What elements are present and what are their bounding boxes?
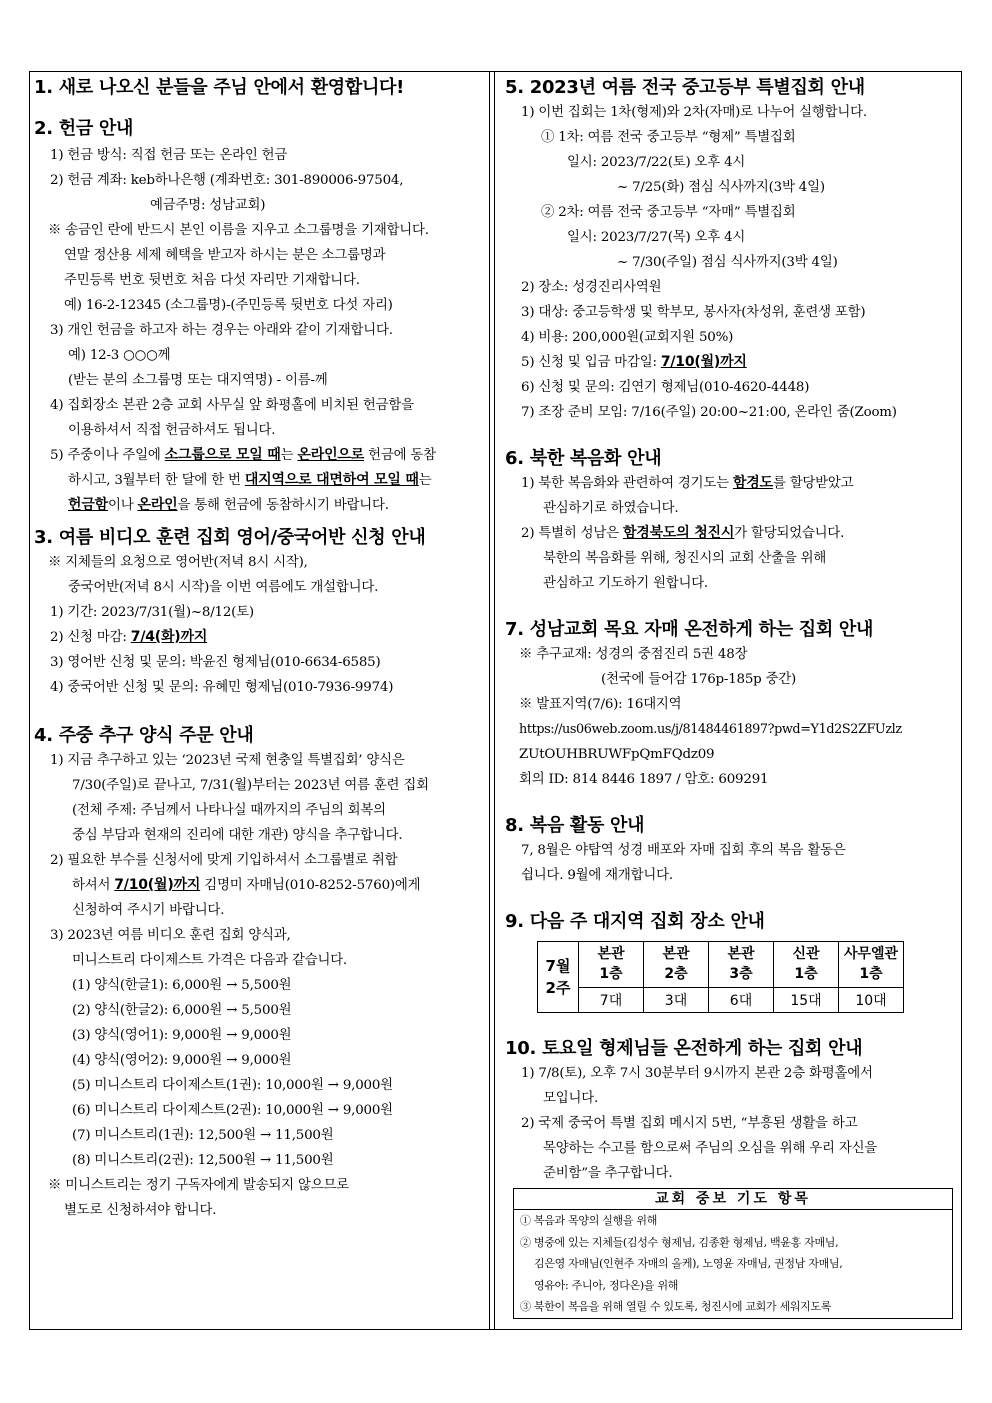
saturday-line: 목양하는 수고를 함으로써 주님의 오심을 위해 우리 자신을	[543, 1141, 878, 1156]
section-5-body	[505, 100, 955, 425]
zoom-link[interactable]: https://us06web.zoom.us/j/81484461897?pwd=Y1d2S2ZFUzlz	[519, 722, 902, 737]
material-order-line: 3) 2023년 여름 비디오 훈련 집회 양식과,	[50, 928, 291, 943]
material-order-line: 중심 부담과 현재의 진리에 대한 개관) 양식을 추구합니다.	[72, 828, 403, 843]
underlined-text: 헌금함	[68, 497, 108, 513]
training-period: 1) 기간: 2023/7/31(월)~8/12(토)	[50, 605, 254, 620]
offering-example: 예) 16-2-12345 (소그룹명)-(주민등록 뒷번호 다섯 자리)	[64, 298, 393, 313]
underlined-text: 온라인	[137, 497, 178, 513]
offering-account: 2) 헌금 계좌: keb하나은행 (계좌번호: 301-890006-97504,	[50, 173, 404, 188]
offering-account-holder: 예금주명: 성남교회)	[150, 198, 266, 213]
section-10-body	[505, 1061, 955, 1186]
camp-line: 일시: 2023/7/22(토) 오후 4시	[567, 155, 746, 170]
thursday-line: (천국에 들어감 176p-185p 중간)	[601, 672, 797, 687]
deadline-date: 7/10(월)까지	[660, 354, 747, 370]
saturday-line: 준비함”을 추구합니다.	[543, 1166, 673, 1181]
camp-line: ① 1차: 여름 전국 중고등부 “형제” 특별집회	[541, 130, 796, 145]
thursday-line: ※ 추구교재: 성경의 중점진리 5권 48장	[519, 647, 748, 662]
prayer-item: 영유아: 주니아, 정다온)을 위해	[534, 1278, 679, 1292]
prayer-item: 김은영 자매님(인현주 자매의 올케), 노영윤 자매님, 권정남 자매님,	[534, 1257, 843, 1270]
section-6-body	[505, 471, 955, 596]
camp-line: ~ 7/30(주일) 점심 식사까지(3박 4일)	[617, 255, 838, 270]
section-2-title: 2. 헌금 안내	[34, 118, 134, 139]
offering-box-line: 이용하셔서 직접 헌금하셔도 됩니다.	[68, 423, 276, 438]
price-item: (2) 양식(한글2): 6,000원 → 5,500원	[72, 1003, 292, 1018]
left-column	[34, 76, 480, 1223]
camp-line: 2) 장소: 성경진리사역원	[521, 280, 662, 295]
offering-note: ※ 송금인 란에 반드시 본인 이름을 지우고 소그룹명을 기재합니다.	[48, 223, 429, 238]
registration-deadline: 2) 신청 마감: 7/4(화)까지	[50, 629, 208, 645]
ministry-note-line: 별도로 신청하셔야 합니다.	[64, 1203, 217, 1218]
camp-line: ~ 7/25(화) 점심 식사까지(3박 4일)	[617, 180, 825, 195]
camp-prep-meeting: 7) 조장 준비 모임: 7/16(주일) 20:00~21:00, 온라인 줌(Zoom)	[521, 405, 897, 420]
material-order-line: 신청하여 주시기 바랍니다.	[72, 903, 225, 918]
underlined-text: 함경북도의 청진시	[622, 525, 735, 541]
underlined-text: 온라인으로	[297, 447, 365, 463]
camp-line: ② 2차: 여름 전국 중고등부 “자매” 특별집회	[541, 205, 796, 220]
saturday-line: 1) 7/8(토), 오후 7시 30분부터 9시까지 본관 2층 화평홀에서	[521, 1066, 873, 1081]
deadline-date: 7/10(월)까지	[114, 877, 201, 893]
venue-place: 신관 1층	[774, 942, 839, 988]
venue-week: 7월 2주	[538, 942, 579, 1013]
section-4-title: 4. 주중 추구 양식 주문 안내	[34, 725, 254, 746]
personal-offering: 3) 개인 헌금을 하고자 하는 경우는 아래와 같이 기재합니다.	[50, 323, 393, 338]
english-class-contact: 3) 영어반 신청 및 문의: 박윤진 형제님(010-6634-6585)	[50, 655, 381, 670]
camp-line: 4) 비용: 200,000원(교회지원 50%)	[521, 330, 734, 345]
camp-line: 1) 이번 집회는 1차(형제)와 2차(자매)로 나누어 실행합니다.	[521, 105, 867, 120]
venue-region: 6대	[709, 987, 774, 1012]
offering-item-5-line: 헌금함이나 온라인을 통해 헌금에 동참하시기 바랍니다.	[68, 497, 389, 513]
nk-line: 1) 북한 복음화와 관련하여 경기도는 함경도를 할당받았고	[521, 475, 854, 491]
offering-note-line: 주민등록 번호 뒷번호 처음 다섯 자리만 기재합니다.	[64, 273, 360, 288]
prayer-box	[513, 1188, 953, 1319]
offering-method: 1) 헌금 방식: 직접 헌금 또는 온라인 헌금	[50, 148, 288, 163]
venue-region: 3대	[644, 987, 709, 1012]
price-item: (4) 양식(영어2): 9,000원 → 9,000원	[72, 1053, 292, 1068]
section-10-title: 10. 토요일 형제님들 온전하게 하는 집회 안내	[505, 1038, 863, 1059]
underlined-text: 대지역으로 대면하여 모일 때	[244, 472, 419, 488]
offering-item-5-line: 하시고, 3월부터 한 달에 한 번 대지역으로 대면하여 모일 때는	[68, 472, 432, 488]
gospel-line: 7, 8월은 야탑역 성경 배포와 자매 집회 후의 복음 활동은	[521, 843, 846, 858]
section-7-title: 7. 성남교회 목요 자매 온전하게 하는 집회 안내	[505, 619, 874, 640]
price-item: (6) 미니스트리 다이제스트(2권): 10,000원 → 9,000원	[72, 1103, 393, 1118]
gospel-line: 쉽니다. 9월에 재개합니다.	[521, 868, 673, 883]
underlined-text: 소그룹으로 모일 때	[164, 447, 281, 463]
chinese-class-contact: 4) 중국어반 신청 및 문의: 유혜민 형제님(010-7936-9974)	[50, 680, 394, 695]
nk-line: 북한의 복음화를 위해, 청진시의 교회 산출을 위해	[543, 551, 827, 566]
personal-offering-format: (받는 분의 소그룹명 또는 대지역명) - 이름-께	[68, 373, 328, 388]
venue-place: 본관 1층	[579, 942, 644, 988]
zoom-link[interactable]: ZUtOUHBRUWFpQmFQdz09	[519, 747, 715, 762]
camp-line: 일시: 2023/7/27(목) 오후 4시	[567, 230, 746, 245]
offering-item-5: 5) 주중이나 주일에 소그룹으로 모일 때는 온라인으로 헌금에 동참	[50, 447, 436, 463]
class-note-line: 중국어반(저녁 8시 시작)을 이번 여름에도 개설합니다.	[68, 580, 379, 595]
section-1-title: 1. 새로 나오신 분들을 주님 안에서 환영합니다!	[34, 77, 405, 98]
zoom-meeting-id: 회의 ID: 814 8446 1897 / 암호: 609291	[519, 772, 769, 787]
price-item: (7) 미니스트리(1권): 12,500원 → 11,500원	[72, 1128, 334, 1143]
material-order-line: 7/30(주일)로 끝나고, 7/31(월)부터는 2023년 여름 훈련 집회	[72, 778, 429, 793]
venue-table	[537, 941, 904, 1013]
section-9-title: 9. 다음 주 대지역 집회 장소 안내	[505, 911, 765, 932]
venue-place: 본관 2층	[644, 942, 709, 988]
camp-deadline: 5) 신청 및 입금 마감일: 7/10(월)까지	[521, 354, 747, 370]
section-6-title: 6. 북한 복음화 안내	[505, 448, 662, 469]
price-item: (1) 양식(한글1): 6,000원 → 5,500원	[72, 978, 292, 993]
column-divider	[489, 71, 495, 1330]
saturday-line: 모입니다.	[543, 1091, 598, 1106]
section-3-body	[34, 550, 480, 700]
section-8-body	[505, 838, 955, 888]
section-7-body	[505, 642, 955, 792]
prayer-item: ② 병중에 있는 지체들(김성수 형제님, 김종환 형제님, 백윤홍 자매님,	[520, 1235, 839, 1249]
section-3-title: 3. 여름 비디오 훈련 집회 영어/중국어반 신청 안내	[34, 527, 426, 548]
price-item: (8) 미니스트리(2권): 12,500원 → 11,500원	[72, 1153, 334, 1168]
right-column	[505, 76, 955, 1319]
venue-place: 사무엘관 1층	[839, 942, 904, 988]
section-8-title: 8. 복음 활동 안내	[505, 815, 645, 836]
nk-line: 관심하고 기도하기 원합니다.	[543, 576, 708, 591]
venue-region: 10대	[839, 987, 904, 1012]
material-order-line: (전체 주제: 주님께서 나타나실 때까지의 주님의 회복의	[72, 803, 386, 818]
venue-region: 7대	[579, 987, 644, 1012]
prayer-item: ③ 북한이 복음을 위해 열릴 수 있도록, 청진시에 교회가 세워지도록	[520, 1300, 832, 1313]
section-4-body	[34, 748, 480, 1223]
prayer-item: ① 복음과 목양의 실행을 위해	[520, 1214, 658, 1227]
material-order-line: 미니스트리 다이제스트 가격은 다음과 같습니다.	[72, 953, 347, 968]
deadline-date: 7/4(화)까지	[130, 629, 208, 645]
offering-note-line: 연말 정산용 세제 혜택을 받고자 하시는 분은 소그룹명과	[64, 248, 386, 263]
nk-line: 관심하기로 하였습니다.	[543, 501, 679, 516]
nk-line: 2) 특별히 성남은 함경북도의 청진시가 할당되었습니다.	[521, 525, 845, 541]
camp-line: 3) 대상: 중고등학생 및 학부모, 봉사자(차성위, 훈련생 포함)	[521, 305, 866, 320]
thursday-line: ※ 발표지역(7/6): 16대지역	[519, 697, 682, 712]
underlined-text: 함경도	[732, 475, 773, 491]
material-order-line: 1) 지금 추구하고 있는 ‘2023년 국제 현충일 특별집회’ 양식은	[50, 753, 405, 768]
prayer-title: 교회 중보 기도 항목	[514, 1189, 952, 1210]
class-note: ※ 지체들의 요청으로 영어반(저녁 8시 시작),	[48, 555, 308, 570]
section-5-title: 5. 2023년 여름 전국 중고등부 특별집회 안내	[505, 77, 865, 98]
venue-place: 본관 3층	[709, 942, 774, 988]
venue-region: 15대	[774, 987, 839, 1012]
personal-offering-example: 예) 12-3 ○○○께	[68, 348, 171, 363]
price-item: (3) 양식(영어1): 9,000원 → 9,000원	[72, 1028, 292, 1043]
material-order-line: 2) 필요한 부수를 신청서에 맞게 기입하셔서 소그룹별로 취합	[50, 853, 398, 868]
saturday-line: 2) 국제 중국어 특별 집회 메시지 5번, “부흥된 생활을 하고	[521, 1116, 858, 1131]
camp-contact: 6) 신청 및 문의: 김연기 형제님(010-4620-4448)	[521, 380, 810, 395]
offering-box: 4) 집회장소 본관 2층 교회 사무실 앞 화평홀에 비치된 헌금함을	[50, 398, 414, 413]
section-2-body	[34, 143, 480, 518]
material-order-deadline: 하셔서 7/10(월)까지 김명미 자매님(010-8252-5760)에게	[72, 877, 421, 893]
ministry-note: ※ 미니스트리는 정기 구독자에게 발송되지 않으므로	[48, 1178, 349, 1193]
price-item: (5) 미니스트리 다이제스트(1권): 10,000원 → 9,000원	[72, 1078, 393, 1093]
